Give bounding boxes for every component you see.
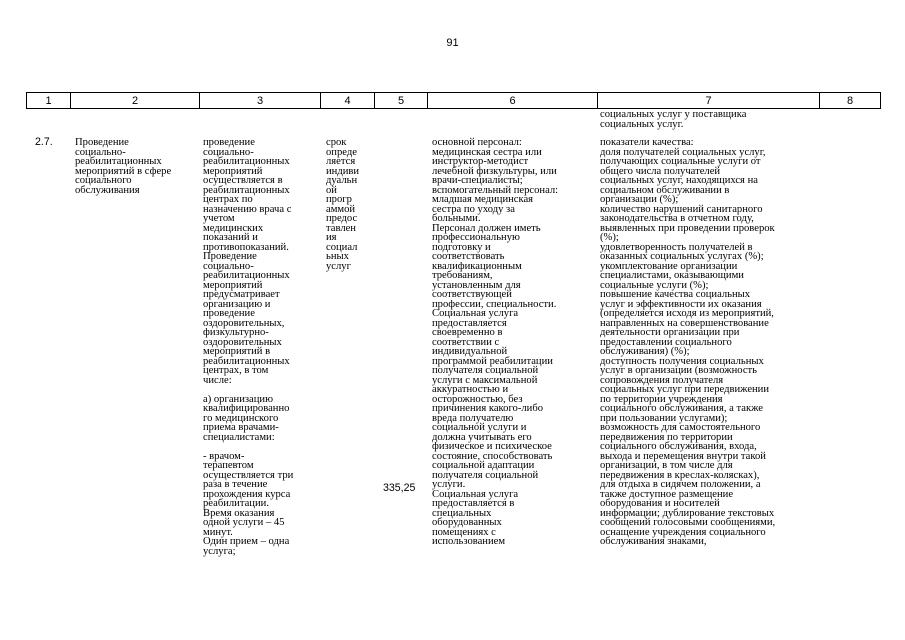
text-line: сестра по уходу за	[432, 203, 515, 215]
column-number-2: 2	[71, 93, 200, 109]
text-line: соответствии с	[432, 336, 500, 348]
column-number-1: 1	[27, 93, 71, 109]
text-line: реабилитационных	[203, 355, 290, 367]
text-line: (%);	[600, 232, 619, 243]
text-line: программой реабилитации	[432, 355, 553, 367]
text-line: прохождения курса	[203, 488, 291, 500]
text-line: социальных услуг при передвижении	[600, 384, 770, 395]
text-line: Проведение	[203, 251, 257, 262]
text-line: организацию и	[203, 298, 271, 310]
text-line: получателя социальной	[432, 469, 539, 481]
text-line: аккуратностью и	[432, 384, 509, 395]
text-line: социальной адаптации	[432, 460, 535, 471]
text-line: информации; дублирование текстовых	[600, 507, 775, 519]
text-line: мероприятий в	[203, 346, 271, 357]
text-line: индиви	[326, 165, 360, 177]
text-line: вспомогательный персонал:	[432, 184, 559, 196]
service-conditions	[432, 138, 558, 547]
carryover-text	[600, 110, 746, 129]
text-line: реабилитации.	[203, 498, 269, 509]
text-line: требованиям,	[432, 270, 493, 281]
text-line: оборудованных	[432, 517, 502, 528]
text-line: социальной услуги и	[432, 422, 527, 433]
text-line: получающих социальные услуги от	[600, 156, 761, 167]
text-line: реабилитационных	[203, 184, 290, 196]
text-line: для отдыха в сидячем положении, а	[600, 479, 761, 490]
text-line: проведение	[203, 137, 255, 148]
text-line: обслуживания) (%);	[600, 346, 690, 357]
column-number-8: 8	[820, 93, 881, 109]
table-header-row	[26, 92, 881, 109]
text-line: показатели качества:	[600, 137, 694, 148]
text-line: доля получателей социальных услуг,	[600, 146, 766, 158]
text-line: выявленных при проведении проверок	[600, 222, 775, 234]
text-line: вреда получателю	[432, 412, 514, 424]
text-line: укомплектование организации	[600, 260, 738, 272]
text-line: числе:	[203, 374, 232, 386]
text-line: предос	[326, 213, 358, 224]
text-line: оборудования и носителей	[600, 498, 720, 509]
text-line: Персонал должен иметь	[432, 222, 541, 234]
text-line: Время оказания	[203, 507, 275, 519]
text-line: выхода и перемещения внутри такой	[600, 450, 766, 462]
text-line: мероприятий в сфере	[75, 165, 172, 177]
text-line: установленным для	[432, 279, 521, 291]
text-line: социального обслуживания, входа,	[600, 441, 757, 452]
text-line: показаний и	[203, 232, 258, 243]
text-line: врачи-специалисты;	[432, 175, 523, 186]
text-line: оздоровительных	[203, 336, 282, 348]
text-line: социально-	[203, 146, 254, 158]
text-line: своевременно в	[432, 327, 503, 338]
text-line: проведение	[203, 308, 255, 319]
text-line: профессиональную	[432, 232, 520, 243]
text-line: специальных	[432, 507, 492, 519]
text-line: направленных на совершенствование	[600, 317, 769, 329]
page-number: 91	[446, 37, 459, 49]
text-line: медицинская сестра или	[432, 146, 542, 158]
text-line: повышение качества социальных	[600, 289, 751, 300]
text-line: ьных	[326, 251, 349, 262]
text-line: раза в течение	[203, 479, 268, 490]
text-line: опреде	[326, 146, 357, 158]
column-number-3: 3	[200, 93, 321, 109]
text-line: Один прием – одна	[203, 536, 290, 547]
text-line: тавлен	[326, 222, 356, 234]
text-line: квалифицированно	[203, 403, 290, 414]
text-line: также доступное размещение	[600, 488, 734, 500]
column-number-5: 5	[375, 93, 428, 109]
text-line: услуг и эффективности их оказания	[600, 298, 762, 310]
text-line: оказанных социальных услугах (%);	[600, 251, 764, 262]
text-line: социально-	[75, 146, 126, 158]
text-line: соответствовать	[432, 251, 505, 262]
text-line: осуществляется в	[203, 175, 283, 186]
text-line: реабилитационных	[203, 156, 290, 167]
text-line: состояние, способствовать	[432, 450, 553, 462]
text-line: социального обслуживания, а также	[600, 403, 763, 414]
text-line: сообщений голосовыми сообщениями,	[600, 517, 776, 528]
text-line: законодательства в отчетном году,	[600, 213, 754, 224]
text-line: назначению врача с	[203, 203, 292, 215]
text-line: лечебной физкультуры, или	[432, 165, 557, 177]
text-line: мероприятий	[203, 165, 263, 177]
text-line: количество нарушений санитарного	[600, 203, 763, 215]
text-line: предусматривает	[203, 289, 280, 300]
text-line: медицинских	[203, 222, 264, 234]
text-line: возможность для самостоятельного	[600, 422, 761, 433]
text-line: - врачом-	[203, 450, 245, 462]
text-line: (определяется исходя из мероприятий,	[600, 308, 774, 319]
text-line: физкультурно-	[203, 327, 269, 338]
text-line: социальных услуг, находящихся на	[600, 175, 758, 186]
row-number: 2.7.	[35, 136, 53, 148]
text-line: реабилитационных	[203, 270, 290, 281]
text-line: социальных услуг.	[600, 118, 684, 130]
text-line: организации, в том числе для	[600, 460, 733, 471]
service-term	[326, 138, 359, 271]
text-line: оздоровительных,	[203, 317, 285, 329]
text-line: аммой	[326, 203, 356, 215]
column-number-7: 7	[598, 93, 820, 109]
text-line: а) организацию	[203, 393, 273, 405]
text-line: больными.	[432, 213, 481, 224]
text-line: обслуживания	[75, 184, 140, 196]
column-number-4: 4	[321, 93, 375, 109]
text-line: сопровождения получателя	[600, 374, 724, 386]
text-line: одной услуги – 45	[203, 517, 285, 528]
text-line: приема врачами-	[203, 422, 279, 433]
text-line: общего числа получателей	[600, 165, 721, 177]
text-line: осторожностью, без	[432, 393, 523, 405]
text-line: удовлетворенность получателей в	[600, 241, 753, 253]
text-line: противопоказаний.	[203, 241, 289, 253]
text-line: квалификационным	[432, 260, 522, 272]
text-line: учетом	[203, 213, 235, 224]
text-line: социальные услуги (%);	[600, 279, 709, 291]
text-line: доступность получения социальных	[600, 355, 764, 367]
text-line: социальных услуг у поставщика	[600, 109, 747, 120]
text-line: при пользовании услугами);	[600, 412, 728, 424]
text-line: дуальн	[326, 175, 358, 186]
service-description	[203, 138, 293, 556]
text-line: предоставлении социального	[600, 336, 732, 348]
text-line: специалистами, оказывающими	[600, 270, 744, 281]
service-price: 335,25	[383, 482, 416, 494]
text-line: индивидуальной	[432, 346, 508, 357]
text-line: ляется	[326, 156, 356, 167]
text-line: социал	[326, 241, 358, 253]
text-line: социальном обслуживании в	[600, 184, 730, 196]
text-line: профессии, специальности.	[432, 298, 557, 310]
text-line: передвижения в креслах-колясках),	[600, 469, 760, 481]
text-line: мероприятий	[203, 279, 263, 291]
text-line: предоставляется в	[432, 498, 515, 509]
text-line: реабилитационных	[75, 156, 162, 167]
text-line: соответствующей	[432, 289, 512, 300]
text-line: Социальная услуга	[432, 308, 519, 319]
text-line: по территории учреждения	[600, 393, 723, 405]
text-line: организации (%);	[600, 194, 679, 205]
column-number-6: 6	[428, 93, 598, 109]
text-line: младшая медицинская	[432, 194, 534, 205]
text-line: социального	[75, 175, 132, 186]
text-line: специалистами:	[203, 431, 275, 443]
text-line: оснащение учреждения социального	[600, 526, 766, 538]
text-line: минут.	[203, 526, 233, 538]
text-line: деятельности организации при	[600, 327, 740, 338]
text-line: осуществляется три	[203, 469, 294, 481]
text-line: услуг	[326, 260, 351, 272]
text-line: Социальная услуга	[432, 488, 519, 500]
text-line: помещениях с	[432, 526, 496, 538]
text-line: основной персонал:	[432, 137, 522, 148]
text-line: инструктор-методист	[432, 156, 529, 167]
text-line: социально-	[203, 260, 254, 272]
text-line: срок	[326, 137, 347, 148]
service-name	[75, 138, 171, 195]
text-line: терапевтом	[203, 460, 254, 471]
text-line: подготовку и	[432, 241, 491, 253]
text-line: использованием	[432, 536, 506, 547]
text-line: услуги.	[432, 479, 466, 490]
text-line: должна учитывать его	[432, 431, 532, 443]
text-line: услуга;	[203, 545, 236, 557]
text-line: физическое и психическое	[432, 441, 552, 452]
quality-indicators	[600, 138, 775, 547]
text-line: передвижения по территории	[600, 431, 733, 443]
text-line: прогр	[326, 194, 352, 205]
text-line: го медицинского	[203, 412, 279, 424]
text-line: услуги с максимальной	[432, 374, 538, 386]
text-line: центрах, в том	[203, 365, 269, 376]
text-line: получателя социальной	[432, 365, 539, 376]
text-line: центрах по	[203, 194, 253, 205]
text-line: ия	[326, 232, 337, 243]
text-line: Проведение	[75, 137, 129, 148]
text-line: предоставляется	[432, 317, 507, 329]
text-line: ой	[326, 184, 337, 196]
text-line: причинения какого-либо	[432, 403, 544, 414]
text-line: услуг в организации (возможность	[600, 365, 757, 376]
text-line: обслуживания знаками,	[600, 536, 707, 547]
